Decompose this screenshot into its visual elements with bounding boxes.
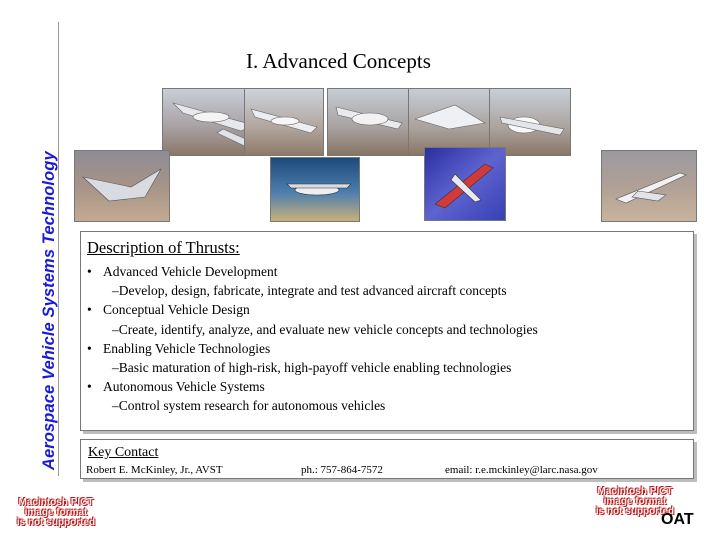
thrust-list <box>87 262 538 416</box>
oat-logo: OAT <box>661 511 694 528</box>
key-contact-panel <box>80 439 694 479</box>
contact-name: Robert E. McKinley, Jr., AVST <box>86 464 223 476</box>
twin-engine-turboprop-icon <box>270 157 360 222</box>
thrust-detail: – Create, identify, analyze, and evaluate new vehicle concepts and technologies <box>87 320 538 339</box>
thrust-detail: – Develop, design, fabricate, integrate and test advanced aircraft concepts <box>87 281 538 300</box>
twin-boom-aircraft-icon <box>244 88 324 156</box>
flying-wing-transport-icon <box>74 150 170 222</box>
flying-wing-aircraft-icon <box>408 88 490 156</box>
notice-line: image format <box>603 496 667 507</box>
notice-line: is not supported <box>595 506 675 517</box>
sidebar-title: Aerospace Vehicle Systems Technology <box>40 151 58 470</box>
thrust-item: • Conceptual Vehicle Design <box>87 300 538 319</box>
notice-line: Macintosh PICT <box>18 497 94 508</box>
thrust-item: • Autonomous Vehicle Systems <box>87 377 538 396</box>
thrust-detail: – Control system research for autonomous vehicles <box>87 396 538 415</box>
contact-phone: ph.: 757-864-7572 <box>301 464 383 476</box>
thrust-item: • Enabling Vehicle Technologies <box>87 339 538 358</box>
thrust-detail: – Basic maturation of high-risk, high-payoff vehicle enabling technologies <box>87 358 538 377</box>
notice-line: Macintosh PICT <box>597 486 673 497</box>
description-panel <box>80 231 694 431</box>
contact-email: email: r.e.mckinley@larc.nasa.gov <box>445 464 598 476</box>
description-heading: Description of Thrusts: <box>87 238 240 257</box>
notice-line: is not supported <box>16 517 96 528</box>
key-contact-heading: Key Contact <box>88 445 159 460</box>
pod-fuselage-aircraft-icon <box>489 88 571 156</box>
supersonic-transport-icon <box>601 150 697 222</box>
red-airliner-icon <box>424 147 506 221</box>
page-title: I. Advanced Concepts <box>246 49 431 73</box>
cargo-aircraft-icon <box>327 88 409 156</box>
thrust-item: • Advanced Vehicle Development <box>87 262 538 281</box>
notice-line: image format <box>24 507 88 518</box>
unsupported-image-notice-left <box>2 498 110 528</box>
